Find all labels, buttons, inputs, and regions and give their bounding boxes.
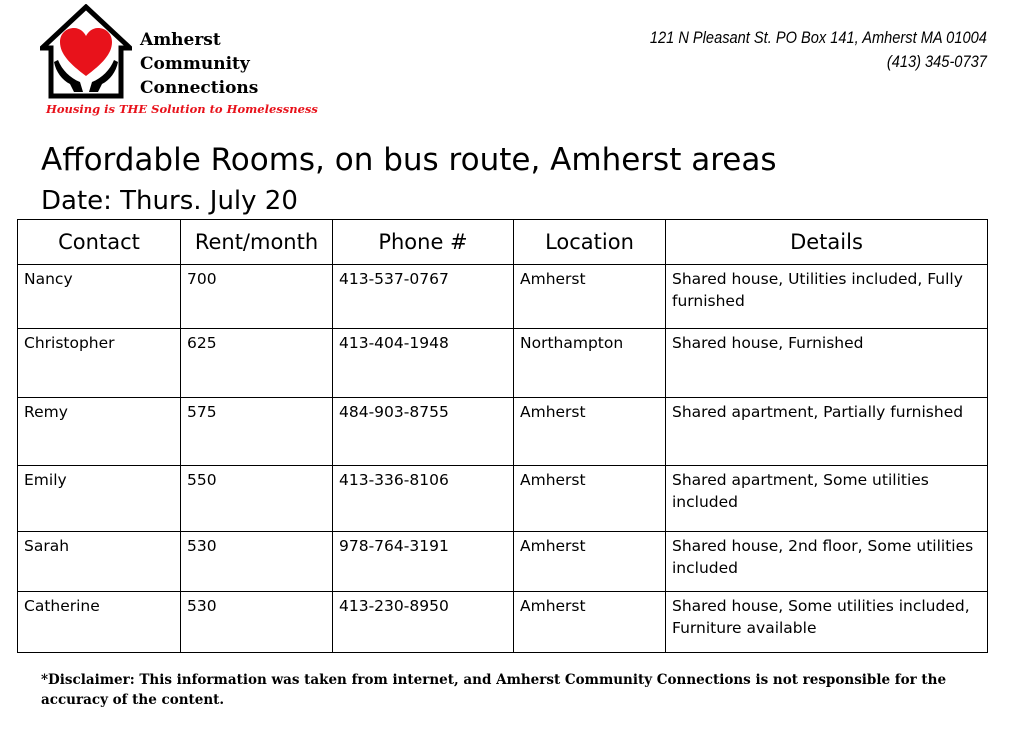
org-tagline: Housing is THE Solution to Homelessness bbox=[46, 102, 318, 116]
listing-date: Date: Thurs. July 20 bbox=[41, 186, 298, 216]
table-row bbox=[18, 329, 988, 398]
cell-rent: 530 bbox=[181, 592, 333, 653]
org-name bbox=[140, 28, 258, 100]
column-header-phone: Phone # bbox=[333, 220, 514, 265]
disclaimer: *Disclaimer: This information was taken from internet, and Amherst Community Connections is not responsible for the accuracy of the content. bbox=[41, 672, 947, 708]
org-address: 121 N Pleasant St. PO Box 141, Amherst MA 01004 bbox=[650, 28, 987, 47]
table-row bbox=[18, 265, 988, 329]
cell-phone: 413-537-0767 bbox=[333, 265, 514, 329]
cell-phone: 978-764-3191 bbox=[333, 532, 514, 592]
cell-phone: 413-336-8106 bbox=[333, 466, 514, 532]
house-heart-hands-logo-icon bbox=[40, 4, 132, 100]
cell-rent: 625 bbox=[181, 329, 333, 398]
column-header-location: Location bbox=[514, 220, 666, 265]
cell-rent: 550 bbox=[181, 466, 333, 532]
column-header-rent: Rent/month bbox=[181, 220, 333, 265]
cell-location: Amherst bbox=[514, 466, 666, 532]
cell-rent: 530 bbox=[181, 532, 333, 592]
cell-rent: 575 bbox=[181, 398, 333, 466]
cell-location: Amherst bbox=[514, 265, 666, 329]
cell-details: Shared house, 2nd floor, Some utilities included bbox=[666, 532, 988, 592]
org-name-line: Amherst bbox=[140, 30, 221, 50]
column-header-details: Details bbox=[666, 220, 988, 265]
cell-details: Shared house, Utilities included, Fully furnished bbox=[666, 265, 988, 329]
cell-details: Shared house, Some utilities included, Furniture available bbox=[666, 592, 988, 653]
cell-location: Northampton bbox=[514, 329, 666, 398]
table-row bbox=[18, 466, 988, 532]
cell-phone: 484-903-8755 bbox=[333, 398, 514, 466]
org-name-line: Connections bbox=[140, 78, 259, 98]
cell-contact: Sarah bbox=[18, 532, 181, 592]
cell-contact: Catherine bbox=[18, 592, 181, 653]
cell-details: Shared house, Furnished bbox=[666, 329, 988, 398]
cell-contact: Remy bbox=[18, 398, 181, 466]
cell-phone: 413-404-1948 bbox=[333, 329, 514, 398]
cell-contact: Nancy bbox=[18, 265, 181, 329]
cell-details: Shared apartment, Some utilities included bbox=[666, 466, 988, 532]
cell-location: Amherst bbox=[514, 398, 666, 466]
cell-location: Amherst bbox=[514, 592, 666, 653]
org-logo bbox=[38, 4, 318, 122]
table-row bbox=[18, 532, 988, 592]
page-title: Affordable Rooms, on bus route, Amherst areas bbox=[41, 142, 777, 178]
org-address-block bbox=[650, 26, 987, 74]
cell-contact: Emily bbox=[18, 466, 181, 532]
column-header-contact: Contact bbox=[18, 220, 181, 265]
table-header-row bbox=[18, 220, 988, 265]
cell-phone: 413-230-8950 bbox=[333, 592, 514, 653]
cell-contact: Christopher bbox=[18, 329, 181, 398]
cell-location: Amherst bbox=[514, 532, 666, 592]
org-name-line: Community bbox=[140, 54, 250, 74]
rooms-table bbox=[17, 219, 988, 653]
cell-details: Shared apartment, Partially furnished bbox=[666, 398, 988, 466]
cell-rent: 700 bbox=[181, 265, 333, 329]
table-row bbox=[18, 592, 988, 653]
org-phone: (413) 345-0737 bbox=[887, 52, 987, 71]
table-row bbox=[18, 398, 988, 466]
